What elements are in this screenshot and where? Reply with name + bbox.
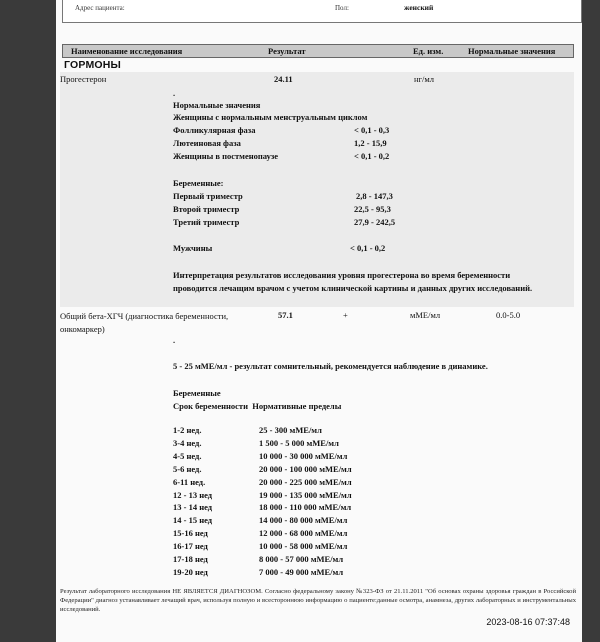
range-label: Женщины в постменопаузе <box>173 151 279 161</box>
week-range: 1 500 - 5 000 мМЕ/мл <box>259 437 339 448</box>
week-range: 7 000 - 49 000 мМЕ/мл <box>259 566 344 577</box>
hcg-note: 5 - 25 мМЕ/мл - результат сомнительный, рекомендуется наблюдение в динамике. <box>173 361 488 371</box>
week-term: 19-20 нед <box>173 566 208 577</box>
progesterone-dot: . <box>173 88 176 98</box>
document-page <box>56 0 582 642</box>
hcg-flag: + <box>343 310 348 320</box>
patient-address-label: Адрес пациента: <box>75 4 125 12</box>
week-term: 17-18 нед <box>173 554 208 564</box>
progesterone-result: 24.11 <box>274 74 293 84</box>
week-term: 3-4 нед. <box>173 437 202 448</box>
timestamp: 2023-08-16 07:37:48 <box>486 617 570 627</box>
week-term: 6-11 нед. <box>173 476 206 487</box>
week-range: 18 000 - 110 000 мМЕ/мл <box>259 502 352 513</box>
patient-sex-value: женский <box>404 3 434 12</box>
range-label: Фолликулярная фаза <box>173 125 256 135</box>
hcg-pregnant-title: Беременные <box>173 388 221 398</box>
week-range: 25 - 300 мМЕ/мл <box>259 425 322 435</box>
progesterone-name: Прогестерон <box>60 74 107 84</box>
week-term: 1-2 нед. <box>173 425 202 435</box>
week-range: 19 000 - 135 000 мМЕ/мл <box>259 489 352 500</box>
range-label: Лютеиновая фаза <box>173 138 241 148</box>
patient-sex-label: Пол: <box>335 4 349 12</box>
week-range: 14 000 - 80 000 мМЕ/мл <box>259 515 348 526</box>
disclaimer-footer: Результат лабораторного исследования НЕ ЯВЛЯЕТСЯ ДИАГНОЗОМ. Согласно федеральному закону №323-ФЗ от 21.11.2011 "Об основах охраны здоровья граждан в Российской Федерации" диагноз устанавливает лечащий врач, используя полную и всестороннюю информацию о пациенте:данные осмотра, анамнеза, других лабораторных и инструментальных исследований. <box>60 588 576 613</box>
trimester-label: Первый триместр <box>173 191 243 201</box>
trimester-label: Второй триместр <box>173 204 240 214</box>
normal-values-title: Нормальные значения <box>173 100 261 110</box>
header-unit: Ед. изм. <box>413 46 444 56</box>
range-value: 1,2 - 15,9 <box>354 138 387 148</box>
range-value: < 0,1 - 0,2 <box>354 151 390 161</box>
week-term: 4-5 нед. <box>173 450 202 461</box>
hcg-result: 57.1 <box>278 310 293 320</box>
interpretation-text: Интерпретация результатов исследования уровня прогестерона во время беременности проводится лечащим врачом с учетом клинической картины и данных других исследований. <box>173 270 533 293</box>
week-term: 13 - 14 нед <box>173 502 213 513</box>
hcg-unit: мМЕ/мл <box>410 310 441 320</box>
cycle-title: Женщины с нормальным менструальным циклом <box>173 112 368 122</box>
hcg-normal: 0.0-5.0 <box>496 310 521 320</box>
header-result: Результат <box>268 46 306 56</box>
section-title: ГОРМОНЫ <box>64 59 122 71</box>
progesterone-unit: нг/мл <box>414 74 435 84</box>
week-term: 15-16 нед <box>173 528 208 539</box>
week-range: 12 000 - 68 000 мМЕ/мл <box>259 528 348 539</box>
patient-info-box <box>62 0 582 23</box>
trimester-label: Третий триместр <box>173 217 240 227</box>
week-range: 8 000 - 57 000 мМЕ/мл <box>259 554 344 564</box>
pregnant-title: Беременные: <box>173 178 224 188</box>
week-range: 10 000 - 30 000 мМЕ/мл <box>259 450 348 461</box>
week-range: 20 000 - 100 000 мМЕ/мл <box>259 463 352 474</box>
hcg-name: Общий бета-ХГЧ (диагностика беременности, онкомаркер) <box>60 311 229 334</box>
trimester-value: 2,8 - 147,3 <box>356 191 393 201</box>
week-term: 14 - 15 нед <box>173 515 213 526</box>
table-header <box>62 44 574 58</box>
week-range: 10 000 - 58 000 мМЕ/мл <box>259 541 348 552</box>
men-value: < 0,1 - 0,2 <box>350 243 386 253</box>
header-name: Наименование исследования <box>71 46 183 56</box>
week-term: 16-17 нед <box>173 541 208 552</box>
hcg-table-head: Срок беременности Нормативные пределы <box>173 401 342 411</box>
week-term: 5-6 нед. <box>173 463 202 474</box>
men-label: Мужчины <box>173 243 213 253</box>
header-normal: Нормальные значения <box>468 46 556 56</box>
trimester-value: 22,5 - 95,3 <box>354 204 391 214</box>
range-value: < 0,1 - 0,3 <box>354 125 390 135</box>
week-term: 12 - 13 нед <box>173 489 213 500</box>
hcg-dot: . <box>173 335 176 345</box>
trimester-value: 27,9 - 242,5 <box>354 217 396 227</box>
week-range: 20 000 - 225 000 мМЕ/мл <box>259 476 352 487</box>
